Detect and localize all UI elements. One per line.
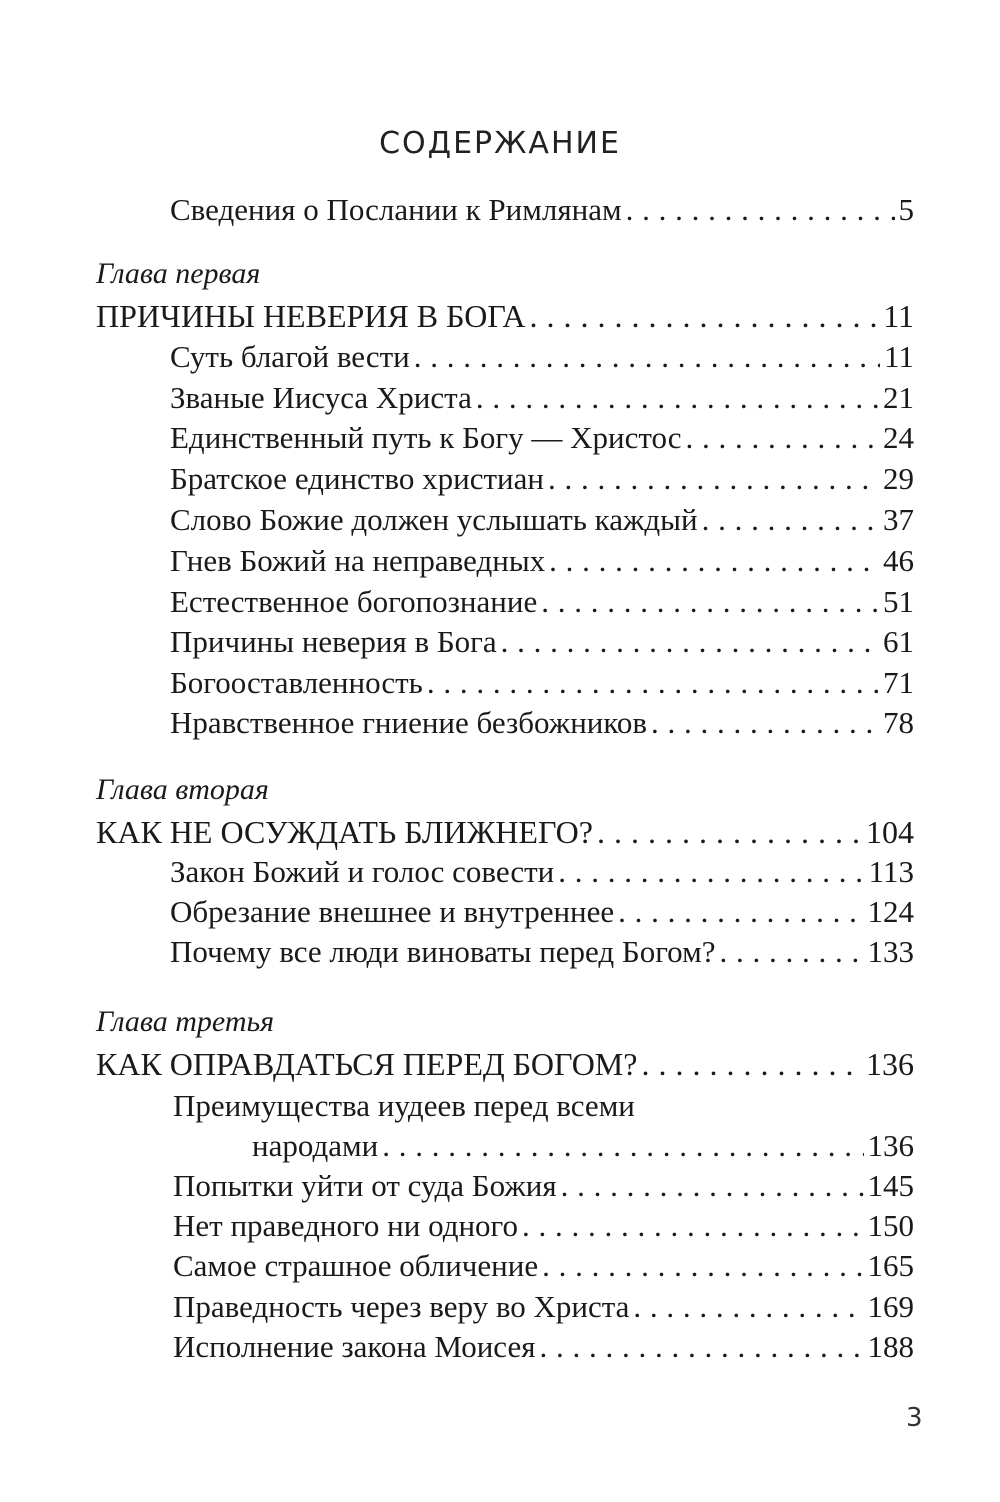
dot-leader bbox=[719, 932, 863, 972]
toc-entry-title: Праведность через веру во Христа bbox=[173, 1289, 630, 1324]
toc-entry-page: 46 bbox=[883, 543, 914, 578]
toc-entry-title: Обрезание внешнее и внутреннее bbox=[170, 894, 615, 929]
chapter-heading[interactable] bbox=[96, 812, 914, 852]
toc-entry-title: Нет праведного ни одного bbox=[173, 1208, 518, 1243]
toc-entry-page: 37 bbox=[883, 502, 914, 537]
toc-entry-title: Почему все люди виноваты перед Богом? bbox=[170, 934, 716, 969]
dot-leader bbox=[541, 582, 879, 622]
toc-entry-page: 169 bbox=[867, 1289, 914, 1324]
toc-entry-page: 24 bbox=[883, 420, 914, 455]
dot-leader bbox=[686, 418, 879, 458]
dot-leader bbox=[558, 852, 864, 892]
dot-leader bbox=[548, 459, 879, 499]
toc-entry-page: 136 bbox=[867, 1128, 914, 1163]
dot-leader bbox=[539, 1327, 863, 1367]
toc-entry-page: 11 bbox=[884, 339, 914, 374]
toc-entry[interactable] bbox=[170, 852, 914, 892]
chapter-page: 11 bbox=[883, 298, 914, 334]
toc-entry[interactable] bbox=[173, 1206, 914, 1246]
chapter-page: 104 bbox=[866, 814, 914, 850]
chapter-heading[interactable] bbox=[96, 296, 914, 336]
toc-entry-title: Закон Божий и голос совести bbox=[170, 854, 555, 889]
toc-entry-title: Самое страшное обличение bbox=[173, 1248, 539, 1283]
toc-entry-title: Суть благой вести bbox=[170, 339, 410, 374]
page-number: 3 bbox=[906, 1403, 923, 1433]
toc-entry[interactable] bbox=[170, 703, 914, 743]
dot-leader bbox=[618, 892, 863, 932]
toc-entry[interactable] bbox=[170, 190, 914, 230]
toc-entry-title-line1[interactable]: Преимущества иудеев перед всеми bbox=[173, 1088, 635, 1123]
chapter-label: Глава первая bbox=[96, 257, 261, 290]
toc-entry[interactable] bbox=[170, 459, 914, 499]
toc-entry-title: Гнев Божий на неправедных bbox=[170, 543, 546, 578]
toc-entry[interactable] bbox=[173, 1246, 914, 1286]
toc-entry-title: Званые Иисуса Христа bbox=[170, 380, 472, 415]
page-title: СОДЕРЖАНИЕ bbox=[379, 126, 621, 161]
toc-entry-page: 124 bbox=[867, 894, 914, 929]
toc-entry[interactable] bbox=[173, 1166, 914, 1206]
toc-entry-title: Единственный путь к Богу — Христос bbox=[170, 420, 682, 455]
toc-entry-title: Нравственное гниение безбожников bbox=[170, 705, 648, 740]
toc-entry-page: 150 bbox=[867, 1208, 914, 1243]
toc-entry-title: Сведения о Послании к Римлянам bbox=[170, 192, 622, 227]
dot-leader bbox=[633, 1287, 863, 1327]
chapter-title: КАК ОПРАВДАТЬСЯ ПЕРЕД БОГОМ? bbox=[96, 1046, 638, 1082]
toc-entry-page: 165 bbox=[867, 1248, 914, 1283]
dot-leader bbox=[597, 812, 862, 852]
toc-entry[interactable] bbox=[170, 418, 914, 458]
dot-leader bbox=[522, 1206, 864, 1246]
dot-leader bbox=[501, 622, 879, 662]
toc-entry-page: 51 bbox=[883, 584, 914, 619]
toc-entry[interactable] bbox=[170, 337, 914, 377]
chapter-label: Глава вторая bbox=[96, 773, 269, 806]
toc-entry[interactable] bbox=[170, 663, 914, 703]
toc-entry-page: 145 bbox=[867, 1168, 914, 1203]
dot-leader bbox=[651, 703, 879, 743]
toc-entry[interactable] bbox=[170, 582, 914, 622]
toc-entry-page: 21 bbox=[883, 380, 914, 415]
dot-leader bbox=[529, 296, 879, 336]
dot-leader bbox=[542, 1246, 863, 1286]
toc-entry[interactable] bbox=[170, 622, 914, 662]
dot-leader bbox=[476, 378, 879, 418]
toc-entry-title: Исполнение закона Моисея bbox=[173, 1329, 536, 1364]
dot-leader bbox=[641, 1044, 862, 1084]
chapter-title: ПРИЧИНЫ НЕВЕРИЯ В БОГА bbox=[96, 298, 526, 334]
dot-leader bbox=[382, 1126, 863, 1166]
toc-entry[interactable] bbox=[170, 541, 914, 581]
toc-entry-title: Братское единство христиан bbox=[170, 461, 544, 496]
toc-entry[interactable] bbox=[173, 1287, 914, 1327]
toc-entry-page: 133 bbox=[867, 934, 914, 969]
toc-entry[interactable] bbox=[173, 1327, 914, 1367]
toc-entry-title: Причины неверия в Бога bbox=[170, 624, 497, 659]
toc-entry-page: 113 bbox=[868, 854, 914, 889]
toc-entry[interactable] bbox=[252, 1126, 914, 1166]
toc-entry-page: 78 bbox=[883, 705, 914, 740]
toc-entry[interactable] bbox=[170, 892, 914, 932]
chapter-heading[interactable] bbox=[96, 1044, 914, 1084]
dot-leader bbox=[702, 500, 879, 540]
chapter-title: КАК НЕ ОСУЖДАТЬ БЛИЖНЕГО? bbox=[96, 814, 593, 850]
dot-leader bbox=[414, 337, 880, 377]
toc-entry[interactable] bbox=[170, 500, 914, 540]
toc-entry-page: 61 bbox=[883, 624, 914, 659]
toc-entry-page: 5 bbox=[898, 192, 914, 227]
toc-entry-title-line2: народами bbox=[252, 1128, 379, 1163]
toc-entry-title: Слово Божие должен услышать каждый bbox=[170, 502, 698, 537]
toc-entry-page: 71 bbox=[883, 665, 914, 700]
toc-entry[interactable] bbox=[170, 378, 914, 418]
toc-entry[interactable] bbox=[170, 932, 914, 972]
dot-leader bbox=[427, 663, 879, 703]
dot-leader bbox=[549, 541, 879, 581]
toc-entry-title: Попытки уйти от суда Божия bbox=[173, 1168, 557, 1203]
chapter-label: Глава третья bbox=[96, 1005, 275, 1038]
toc-entry-title: Естественное богопознание bbox=[170, 584, 538, 619]
dot-leader bbox=[561, 1166, 864, 1206]
toc-entry-page: 29 bbox=[883, 461, 914, 496]
toc-entry-page: 188 bbox=[867, 1329, 914, 1364]
toc-entry-title: Богооставленность bbox=[170, 665, 423, 700]
dot-leader bbox=[626, 190, 895, 230]
chapter-page: 136 bbox=[866, 1046, 914, 1082]
